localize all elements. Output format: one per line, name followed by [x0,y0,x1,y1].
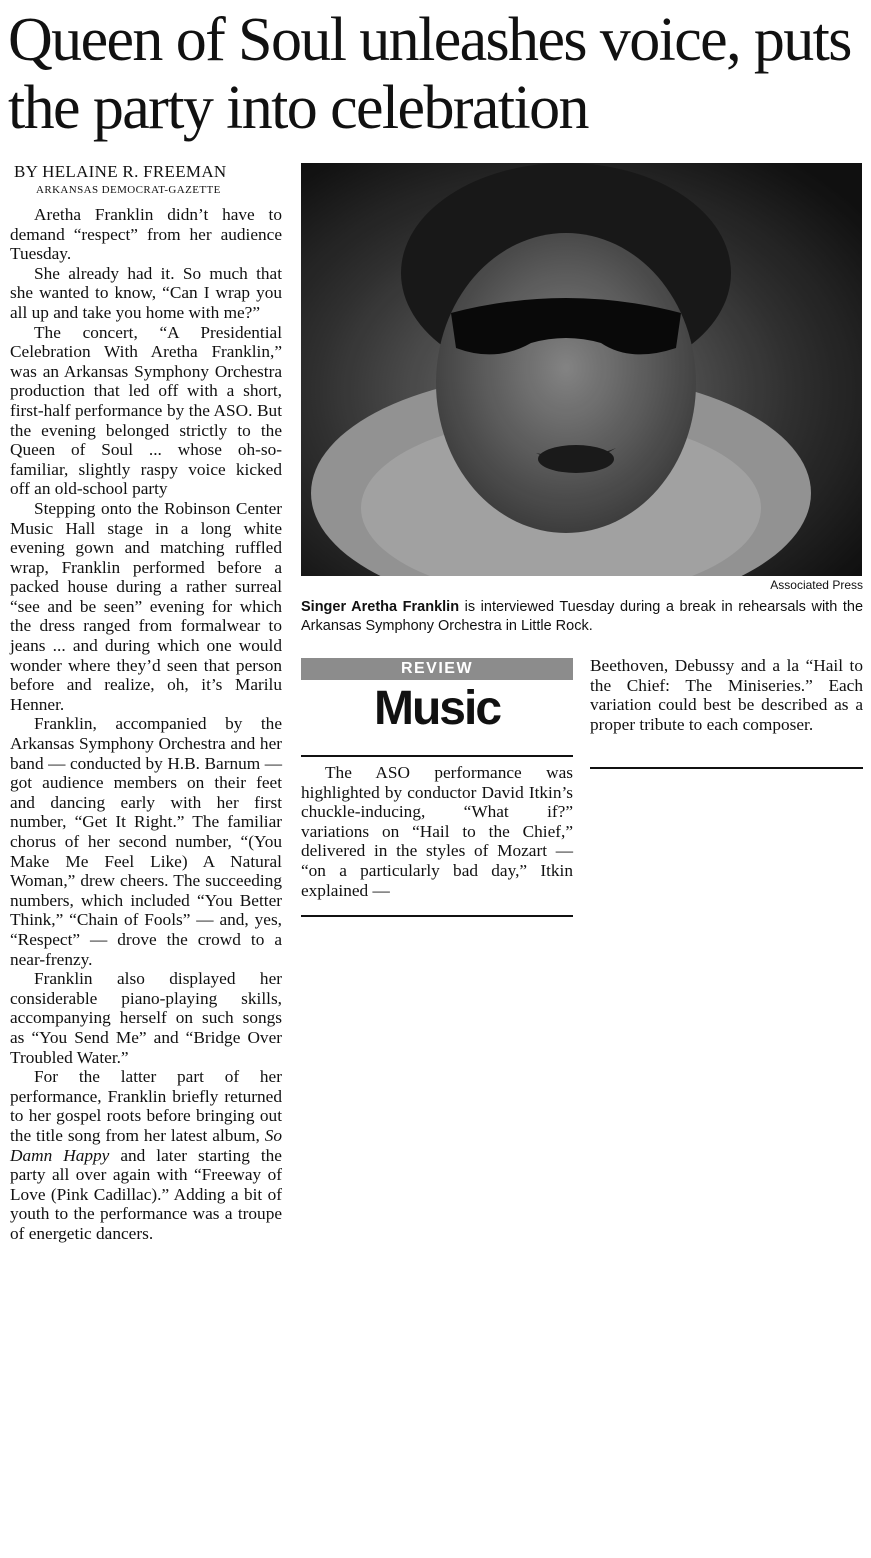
paragraph-text: For the latter part of her performance, Franklin briefly returned to her gospel roots before bringing out the title song from her latest album, [10,1067,282,1145]
paragraph-text: and later starting the party all over again with “Freeway of Love (Pink Cadillac).” Adding a bit of youth to the performance was a troupe of energetic dancers. [10,1145,282,1243]
portrait-illustration [301,163,862,576]
caption-lead: Singer Aretha Franklin [301,599,460,615]
review-label: REVIEW [301,658,573,680]
byline: BY HELAINE R. FREEMAN [14,162,227,181]
divider [301,755,573,757]
paragraph: Beethoven, Debussy and a la “Hail to the Chief: The Miniseries.” Each variation could best be described as a proper tribute to each composer. [590,656,863,734]
paragraph: Aretha Franklin didn’t have to demand “respect” from her audience Tuesday. [10,205,282,264]
paragraph: Stepping onto the Robinson Center Music Hall stage in a long white evening gown and matching ruffled wrap, Franklin performed before a packed house during a rather surreal “see and be seen” evening for which the dress ranged from formalwear to jeans ... and during which one would wonder where they’d seen that person before and realize, oh, it’s Marilu Henner. [10,498,282,714]
byline-organization: ARKANSAS DEMOCRAT-GAZETTE [36,184,221,196]
paragraph [10,1067,282,1243]
photo-aretha-franklin [301,163,862,576]
caption-text: is interviewed Tuesday during a break in rehearsals with the Arkansas Symphony Orchestra in Little Rock. [301,599,864,634]
album-title: So Damn Happy [10,1125,282,1165]
divider [590,767,863,769]
paragraph: The concert, “A Presidential Celebration With Aretha Franklin,” was an Arkansas Symphony Orchestra production that led off with a short, first-half performance by the ASO. But the evening belonged strictly to the Queen of Soul ... whose oh-so-familiar, slightly raspy voice kicked off an old-school party [10,322,282,499]
paragraph: The ASO performance was highlighted by conductor David Itkin’s chuckle-inducing, “What if?” variations on “Hail to the Chief,” delivered in the styles of Mozart — “on a particularly bad day,” Itkin explained — [301,763,573,900]
article-column-1 [10,205,282,1243]
photo-credit: Associated Press [770,578,863,592]
review-title: Music [373,682,501,735]
paragraph: She already had it. So much that she wanted to know, “Can I wrap you all up and take you home with me?” [10,263,282,322]
divider [301,915,573,917]
photo-caption [301,598,863,636]
paragraph: Franklin also displayed her considerable piano-playing skills, accompanying herself on such songs as “You Send Me” and “Bridge Over Troubled Water.” [10,969,282,1067]
paragraph: Franklin, accompanied by the Arkansas Symphony Orchestra and her band — conducted by H.B. Barnum — got audience members on their feet and dancing early with her first number, “Get It Right.” The familiar chorus of her second number, “(You Make Me Feel Like) A Natural Woman,” drew cheers. The succeeding numbers, which included “You Better Think,” “Chain of Fools” — and, yes, “Respect” — drove the crowd to a near-frenzy. [10,714,282,969]
headline: Queen of Soul unleashes voice, puts the party into celebration [8,6,851,142]
review-label-box [301,658,573,758]
article-column-2 [301,763,573,900]
article-column-3 [590,656,863,734]
